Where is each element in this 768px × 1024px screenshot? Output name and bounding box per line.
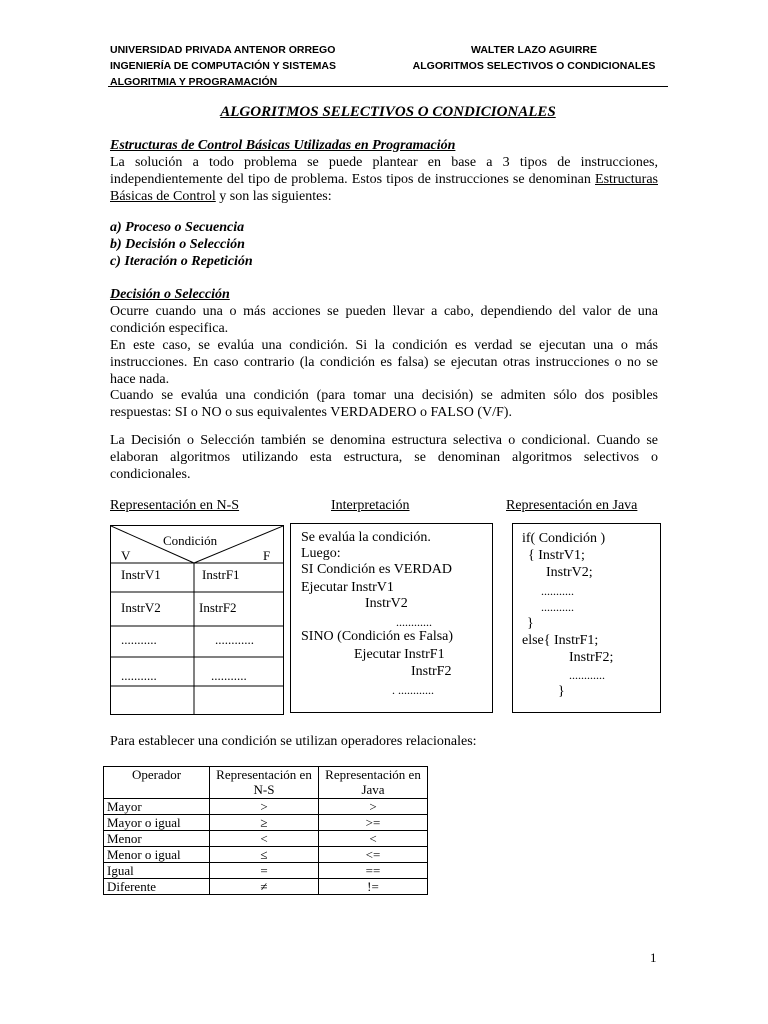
section-heading-estructuras: Estructuras de Control Básicas Utilizadas en Programación [110, 138, 456, 153]
operator-java: <= [319, 847, 428, 863]
interp-line: SINO (Condición es Falsa) [301, 629, 454, 644]
ns-false-label: F [263, 548, 271, 563]
interp-line: Luego: [301, 546, 341, 561]
operator-java: == [319, 863, 428, 879]
interpretation-box [290, 523, 493, 713]
header-divider [108, 86, 668, 87]
ns-cell: ........... [121, 632, 157, 647]
paragraph-2: En este caso, se evalúa una condición. Si la condición es verdad se ejecutan una o más instrucciones. En caso contrario (la condición es falsa) se ejecutan otras instrucciones o no se hace nada. [110, 338, 658, 387]
table-row [104, 799, 428, 815]
header-topic: ALGORITMOS SELECTIVOS O CONDICIONALES [412, 60, 656, 72]
header-operador: Operador [104, 767, 210, 799]
java-line: { InstrV1; [528, 548, 585, 563]
operator-java: > [319, 799, 428, 815]
operator-name: Mayor [104, 799, 210, 815]
ns-lines [111, 526, 283, 714]
control-structures-list [110, 219, 253, 270]
operator-ns: = [210, 863, 319, 879]
interp-line: ............ [396, 615, 432, 629]
header-ns: Representación en N-S [210, 767, 319, 799]
java-line: ............ [569, 668, 605, 682]
java-line: InstrF2; [569, 650, 614, 665]
paragraph-4: La Decisión o Selección también se denomina estructura selectiva o condicional. Cuando se elaboran algoritmos utilizando esta estructura, se denominan algoritmos selectivos o condicionales. [110, 433, 658, 482]
ns-heading: Representación en N-S [110, 498, 240, 513]
table-header-row [104, 767, 428, 799]
operator-name: Menor [104, 831, 210, 847]
java-line: InstrV2; [546, 565, 593, 580]
operator-java: < [319, 831, 428, 847]
table-row [104, 815, 428, 831]
java-heading: Representación en Java [506, 498, 638, 513]
ns-cell: ............ [215, 632, 254, 647]
ns-cell: InstrF1 [202, 567, 240, 582]
java-line: } [558, 684, 565, 699]
list-item: a) Proceso o Secuencia [110, 220, 245, 235]
list-item: c) Iteración o Repetición [110, 254, 253, 269]
operator-name: Igual [104, 863, 210, 879]
header-course: ALGORITMIA Y PROGRAMACIÓN [110, 76, 278, 88]
table-row [104, 863, 428, 879]
intro-text-end: y son las siguientes: [215, 189, 332, 204]
ns-cell: ........... [121, 668, 157, 683]
ns-cell: ........... [211, 668, 247, 683]
operator-java: >= [319, 815, 428, 831]
section-heading-decision: Decisión o Selección [110, 287, 230, 302]
table-row [104, 879, 428, 895]
interp-line: InstrV2 [365, 596, 408, 611]
intro-text: La solución a todo problema se puede plantear en base a 3 tipos de instrucciones, independientemente del tipo de problema. Estos tipos de instrucciones se denominan [110, 155, 658, 187]
operator-java: != [319, 879, 428, 895]
list-item: b) Decisión o Selección [110, 237, 245, 252]
document-title: ALGORITMOS SELECTIVOS O CONDICIONALES [220, 104, 556, 120]
header-university: UNIVERSIDAD PRIVADA ANTENOR ORREGO [110, 44, 336, 56]
java-line: ........... [541, 600, 574, 614]
java-line: else{ InstrF1; [522, 633, 599, 648]
table-row [104, 831, 428, 847]
operator-name: Menor o igual [104, 847, 210, 863]
interp-line: SI Condición es VERDAD [301, 562, 453, 577]
interp-line: Se evalúa la condición. [301, 530, 431, 545]
operator-ns: ≥ [210, 815, 319, 831]
paragraph-3: Cuando se evalúa una condición (para tomar una decisión) se admiten sólo dos posibles respuestas: SI o NO o sus equivalentes VERDADERO o FALSO (V/F). [110, 388, 658, 420]
intro-underlined-term: Estructuras Básicas de Control [110, 172, 658, 204]
relational-intro: Para establecer una condición se utilizan operadores relacionales: [110, 734, 477, 749]
ns-condition-label: Condición [163, 533, 218, 548]
table-row [104, 847, 428, 863]
ns-cell: InstrF2 [199, 600, 237, 615]
ns-cell: InstrV2 [121, 600, 161, 615]
relational-operators-table [103, 766, 428, 895]
header-left [110, 42, 336, 90]
java-box [512, 523, 661, 713]
operator-name: Mayor o igual [104, 815, 210, 831]
ns-true-label: V [121, 548, 131, 563]
operator-ns: ≤ [210, 847, 319, 863]
java-line: if( Condición ) [522, 531, 606, 546]
operator-ns: > [210, 799, 319, 815]
page-number: 1 [650, 950, 657, 965]
interp-line: Ejecutar InstrV1 [301, 580, 394, 595]
operator-name: Diferente [104, 879, 210, 895]
paragraph-1: Ocurre cuando una o más acciones se pueden llevar a cabo, dependiendo del valor de una condición especifica. [110, 304, 658, 336]
header-right [400, 42, 668, 74]
paragraph-intro [110, 154, 658, 205]
interp-line: . ............ [392, 683, 434, 697]
java-line: ........... [541, 584, 574, 598]
header-faculty: INGENIERÍA DE COMPUTACIÓN Y SISTEMAS [110, 60, 336, 72]
interp-line: InstrF2 [411, 664, 452, 679]
interp-heading: Interpretación [331, 498, 410, 513]
java-line: } [527, 616, 534, 631]
operator-ns: ≠ [210, 879, 319, 895]
interp-line: Ejecutar InstrF1 [354, 647, 445, 662]
operator-ns: < [210, 831, 319, 847]
ns-diagram [110, 525, 284, 715]
header-java: Representación en Java [319, 767, 428, 799]
header-author: WALTER LAZO AGUIRRE [471, 44, 597, 56]
ns-cell: InstrV1 [121, 567, 161, 582]
